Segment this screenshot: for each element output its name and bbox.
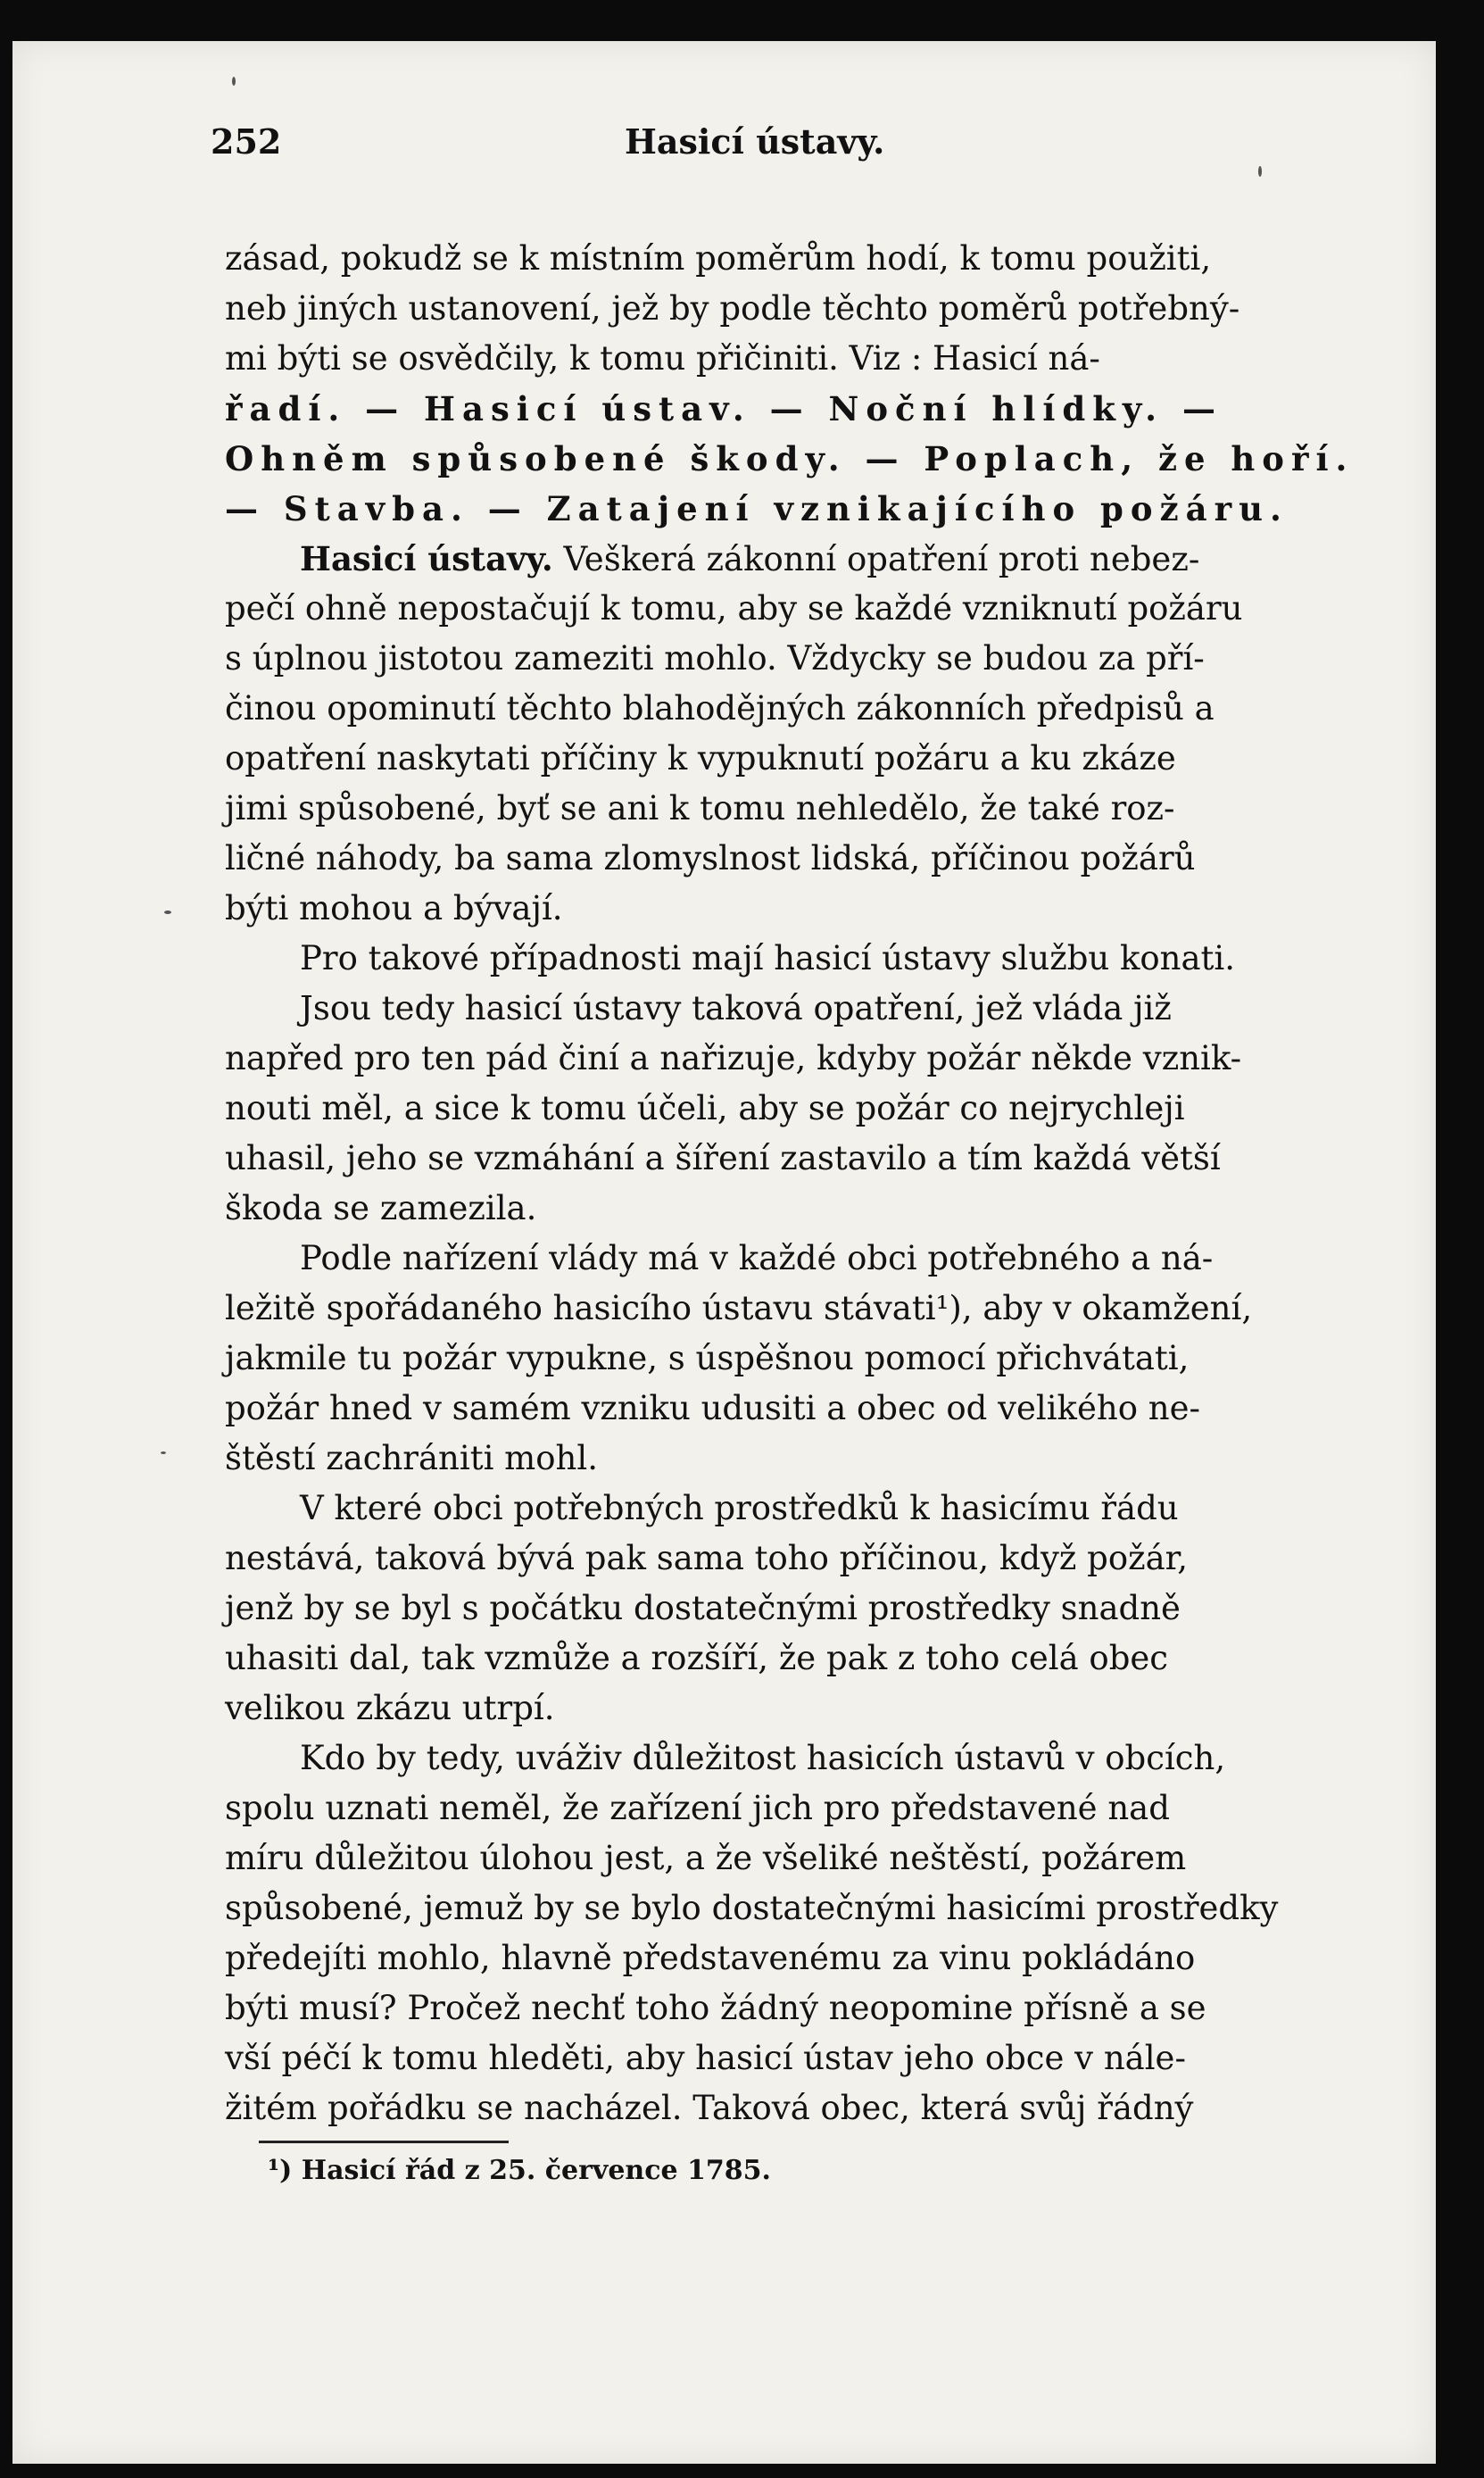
text-line: V které obci potřebných prostředků k hasicímu řádu xyxy=(300,1489,1179,1527)
page-number: 252 xyxy=(211,121,282,162)
text-line: zásad, pokudž se k místním poměrům hodí, k tomu použiti, xyxy=(225,239,1212,278)
text-line: škoda se zamezila. xyxy=(225,1189,537,1227)
text-line: Jsou tedy hasicí ústavy taková opatření, jež vláda již xyxy=(300,989,1172,1027)
page-speck xyxy=(161,1451,166,1454)
text-line: napřed pro ten pád činí a nařizuje, kdyby požár někde vznik- xyxy=(225,1039,1242,1077)
text-line: štěstí zachrániti mohl. xyxy=(225,1439,598,1477)
text-line: uhasiti dal, tak vzmůže a rozšíří, že pak z toho celá obec xyxy=(225,1639,1169,1677)
text-line: Ohněm spůsobené škody. — Poplach, že hoří. xyxy=(225,439,1355,478)
text-line: předejíti mohlo, hlavně představenému za vinu pokládáno xyxy=(225,1939,1196,1977)
page-speck xyxy=(164,911,171,914)
text-line: požár hned v samém vzniku udusiti a obec od velikého ne- xyxy=(225,1389,1200,1427)
text-line: pečí ohně nepostačují k tomu, aby se každé vzniknutí požáru xyxy=(225,589,1243,628)
text-line: nestává, taková bývá pak sama toho příčinou, když požár, xyxy=(225,1539,1189,1577)
footnote: ¹) Hasicí řád z 25. července 1785. xyxy=(268,2155,771,2186)
text-line: jimi spůsobené, byť se ani k tomu nehledělo, že také roz- xyxy=(225,789,1175,827)
text-line: uhasil, jeho se vzmáhání a šíření zastavilo a tím každá větší xyxy=(225,1139,1221,1177)
text-line: činou opominutí těchto blahodějných zákonních předpisů a xyxy=(225,689,1215,728)
text-line: ležitě spořádaného hasicího ústavu stávati¹), aby v okamžení, xyxy=(225,1289,1253,1327)
text-line: býti musí? Pročež nechť toho žádný neopomine přísně a se xyxy=(225,1989,1206,2027)
section-heading-line: Hasicí ústavy. Veškerá zákonní opatření proti nebez- xyxy=(300,539,1200,578)
section-heading: Hasicí ústavy. xyxy=(300,539,553,578)
text-line: jakmile tu požár vypukne, s úspěšnou pomocí přichvátati, xyxy=(225,1339,1190,1377)
text-line: s úplnou jistotou zameziti mohlo. Vždycky se budou za pří- xyxy=(225,639,1205,678)
text-line: jenž by se byl s počátku dostatečnými prostředky snadně xyxy=(225,1589,1181,1627)
text-line: ličné náhody, ba sama zlomyslnost lidská, příčinou požárů xyxy=(225,839,1196,877)
text-line: spůsobené, jemuž by se bylo dostatečnými hasicími prostředky xyxy=(225,1889,1279,1927)
text-line: vší péčí k tomu hleděti, aby hasicí ústav jeho obce v nále- xyxy=(225,2039,1186,2077)
text-line: mi býti se osvědčily, k tomu přičiniti. Viz : Hasicí ná- xyxy=(225,339,1100,378)
text-line: spolu uznati neměl, že zařízení jich pro představené nad xyxy=(225,1789,1170,1827)
text-line: neb jiných ustanovení, jež by podle těchto poměrů potřebný- xyxy=(225,289,1240,328)
text-line: — Stavba. — Zatajení vznikajícího požáru. xyxy=(225,489,1289,528)
text-line: nouti měl, a sice k tomu účeli, aby se požár co nejrychleji xyxy=(225,1089,1185,1127)
text-line: Kdo by tedy, uváživ důležitost hasicích ústavů v obcích, xyxy=(300,1739,1226,1777)
page-header xyxy=(205,121,1294,175)
text-line: Podle nařízení vlády má v každé obci potřebného a ná- xyxy=(300,1239,1214,1277)
running-head: Hasicí ústavy. xyxy=(625,121,885,162)
text-line: řadí. — Hasicí ústav. — Noční hlídky. — xyxy=(225,389,1223,428)
text-line: býti mohou a bývají. xyxy=(225,889,563,927)
body-text xyxy=(225,234,1355,2133)
text-line: žitém pořádku se nacházel. Taková obec, která svůj řádný xyxy=(225,2089,1194,2127)
text-line: opatření naskytati příčiny k vypuknutí požáru a ku zkáze xyxy=(225,739,1176,777)
footnote-rule xyxy=(259,2141,509,2143)
text-line: míru důležitou úlohou jest, a že všeliké neštěstí, požárem xyxy=(225,1839,1187,1877)
text-line: Pro takové případnosti mají hasicí ústavy službu konati. xyxy=(300,939,1236,977)
page-speck xyxy=(232,77,236,86)
text-line: velikou zkázu utrpí. xyxy=(225,1689,555,1727)
